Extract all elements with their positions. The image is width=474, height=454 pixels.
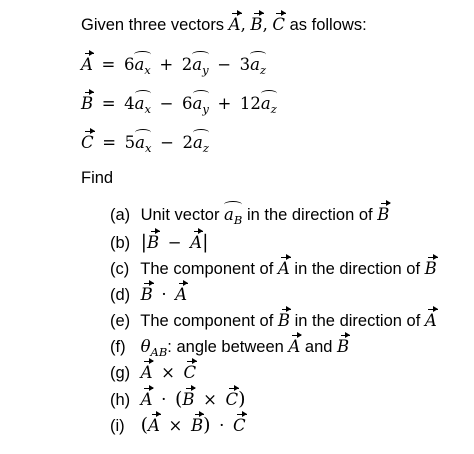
equation-vector-C: $C = 5a_x - 2a_z$ <box>81 133 209 155</box>
intro-line: Given three vectors A, B, C as follows: <box>81 15 367 34</box>
find-item-a: (a) Unit vector $a_B$ in the direction of B <box>110 205 390 227</box>
find-item-h: (h) A · (B × C) <box>110 388 246 410</box>
find-item-g: (g) A × C <box>110 363 197 382</box>
unit-vector-az: $a_z$ <box>193 133 209 155</box>
intro-text-after: as follows: <box>289 16 367 34</box>
vector-B-symbol: B <box>250 15 263 34</box>
unit-vector-ax: $a_x$ <box>134 55 151 77</box>
vector-A-symbol: A <box>228 15 241 34</box>
find-item-d: (d) B · A <box>110 285 188 304</box>
find-heading: Find <box>81 169 114 187</box>
find-item-c: (c) The component of A in the direction of B <box>110 259 437 278</box>
equation-vector-B: $B = 4a_x - 6a_y + 12a_z$ <box>81 94 277 116</box>
unit-vector-az: $a_z$ <box>260 94 277 116</box>
intro-text-before: Given three vectors <box>81 16 225 34</box>
unit-vector-ax: $a_x$ <box>135 133 152 155</box>
find-item-f: (f) $\theta_{AB}$: angle between A and B <box>110 337 350 359</box>
find-item-b: (b) |B − A| <box>110 231 209 253</box>
find-item-e: (e) The component of B in the direction of A <box>110 311 437 330</box>
unit-vector-aB: $a_B$ <box>224 205 243 227</box>
unit-vector-ay: $a_y$ <box>192 94 209 116</box>
unit-vector-ax: $a_x$ <box>134 94 151 116</box>
unit-vector-az: $a_z$ <box>250 55 267 77</box>
find-item-i: (i) (A × B) · C <box>110 414 246 436</box>
vector-C-symbol: C <box>272 15 286 34</box>
equation-vector-A: $A = 6a_x + 2a_y - 3a_z$ <box>81 55 267 77</box>
unit-vector-ay: $a_y$ <box>192 55 209 77</box>
